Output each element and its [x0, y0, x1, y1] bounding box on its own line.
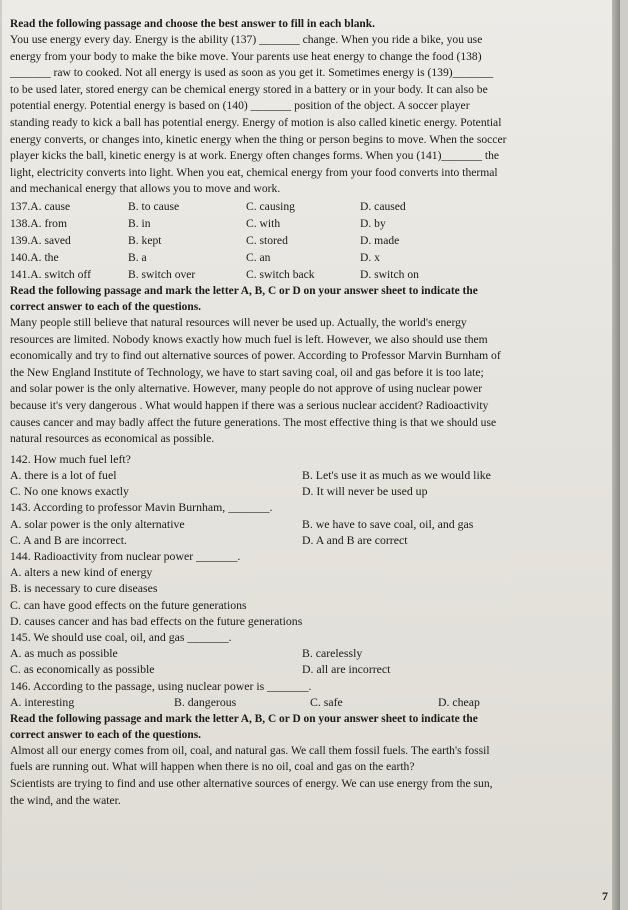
option-d[interactable]: D. x — [360, 250, 380, 264]
passage-line: Almost all our energy comes from oil, coal, and natural gas. We call them fossil fuels. The earth's fossil — [10, 743, 490, 757]
option-c[interactable]: C. switch back — [246, 267, 315, 281]
option-d[interactable]: D. made — [360, 233, 400, 247]
passage-line: energy from your body to make the bike move. Your parents use heat energy to change the food (138) — [10, 49, 482, 63]
option-row-140 — [10, 249, 610, 266]
question-144: 144. Radioactivity from nuclear power _______. — [10, 548, 241, 563]
option-a[interactable]: 141.A. switch off — [10, 267, 91, 281]
q142-row1 — [10, 467, 610, 483]
passage-line: natural resources as economical as possible. — [10, 432, 215, 446]
passage-line: You use energy every day. Energy is the ability (137) _______ change. When you ride a bike, you use — [10, 33, 483, 46]
q146-option-c[interactable]: C. safe — [310, 694, 343, 709]
passage-line: light, electricity converts into light. When you eat, chemical energy from your food converts into thermal — [10, 165, 498, 179]
section1-options — [10, 198, 610, 283]
passage-line: and solar power is the only alternative. However, many people do not approve of using nuclear power — [10, 382, 483, 396]
passage-line: player kicks the ball, kinetic energy is at work. Energy often changes forms. When you (141)_______ the — [10, 149, 500, 163]
q142-option-a[interactable]: A. there is a lot of fuel — [10, 467, 117, 482]
passage-line: Many people still believe that natural resources will never be used up. Actually, the world's energy — [10, 315, 467, 329]
q144-option-c[interactable]: C. can have good effects on the future generations — [10, 597, 247, 612]
option-b[interactable]: B. to cause — [128, 199, 180, 213]
option-b[interactable]: B. a — [128, 250, 147, 264]
question-145: 145. We should use coal, oil, and gas _______. — [10, 629, 232, 644]
passage-line: standing ready to kick a ball has potential energy. Energy of motion is also called kinetic energy. Potential — [10, 115, 502, 129]
option-c[interactable]: C. causing — [246, 199, 295, 213]
q145-option-a[interactable]: A. as much as possible — [10, 646, 118, 661]
section2-passage — [10, 315, 610, 448]
passage-line: Scientists are trying to find and use other alternative sources of energy. We can use energy from the sun, — [10, 776, 493, 790]
page-number: 7 — [602, 889, 608, 903]
section2-instruction: Read the following passage and mark the letter A, B, C or D on your answer sheet to indicate the — [10, 284, 478, 297]
passage-line: resources are limited. Nobody knows exactly how much fuel is left. However, we also should use them — [10, 332, 488, 346]
option-a[interactable]: 138.A. from — [10, 216, 67, 230]
passage-line: and mechanical energy that allows you to move and work. — [10, 182, 281, 196]
section2-instruction-cont: correct answer to each of the questions. — [10, 300, 201, 313]
q143-option-a[interactable]: A. solar power is the only alternative — [10, 516, 185, 531]
section3-instruction-cont: correct answer to each of the questions. — [10, 728, 201, 741]
passage-line: the New England Institute of Technology, we have to start saving coal, oil and gas before it is too late; — [10, 365, 484, 379]
q146-row — [10, 694, 610, 711]
q142-option-d[interactable]: D. It will never be used up — [302, 484, 428, 499]
q145-row2 — [10, 661, 610, 677]
q143-option-c[interactable]: C. A and B are incorrect. — [10, 532, 127, 547]
section3-passage — [10, 743, 610, 809]
option-c[interactable]: C. stored — [246, 233, 288, 247]
option-b[interactable]: B. switch over — [128, 267, 196, 281]
q145-row1 — [10, 645, 610, 661]
passage-line: because it's very dangerous . What would happen if there was a serious nuclear accident? Radioactivity — [10, 398, 489, 412]
passage-line: the wind, and the water. — [10, 793, 121, 807]
q142-option-b[interactable]: B. Let's use it as much as we would like — [302, 467, 491, 482]
q145-option-c[interactable]: C. as economically as possible — [10, 662, 155, 677]
option-d[interactable]: D. switch on — [360, 267, 419, 281]
passage-line: _______ raw to cooked. Not all energy is used as soon as you get it. Sometimes energy is (139)_______ — [10, 66, 494, 80]
passage-line: to be used later, stored energy can be chemical energy stored in a battery or in your body. It can also be — [10, 82, 488, 96]
q144-option-a[interactable]: A. alters a new kind of energy — [10, 565, 153, 580]
section3-instruction: Read the following passage and mark the letter A, B, C or D on your answer sheet to indicate the — [10, 712, 478, 725]
section1-instruction: Read the following passage and choose the best answer to fill in each blank. — [10, 18, 375, 30]
page-content — [10, 16, 610, 809]
q143-row1 — [10, 516, 610, 532]
option-a[interactable]: 137.A. cause — [10, 199, 71, 213]
question-146: 146. According to the passage, using nuclear power is _______. — [10, 678, 312, 693]
passage-line: fuels are running out. What will happen when there is no oil, coal and gas on the earth? — [10, 760, 415, 774]
q142-row2 — [10, 483, 610, 499]
q144-option-d[interactable]: D. causes cancer and has bad effects on the future generations — [10, 613, 303, 628]
q146-option-b[interactable]: B. dangerous — [174, 694, 237, 709]
q145-option-d[interactable]: D. all are incorrect — [302, 662, 391, 677]
passage-line: causes cancer and may badly affect the future generations. The most effective thing is that we should use — [10, 415, 497, 429]
option-d[interactable]: D. by — [360, 216, 386, 230]
q143-row2 — [10, 532, 610, 548]
option-b[interactable]: B. kept — [128, 233, 162, 247]
option-row-141 — [10, 266, 610, 283]
option-d[interactable]: D. caused — [360, 199, 406, 213]
q145-option-b[interactable]: B. carelessly — [302, 646, 363, 661]
q143-option-b[interactable]: B. we have to save coal, oil, and gas — [302, 516, 474, 531]
section1-passage — [10, 32, 610, 198]
question-142: 142. How much fuel left? — [10, 451, 131, 466]
q142-option-c[interactable]: C. No one knows exactly — [10, 484, 129, 499]
q146-option-a[interactable]: A. interesting — [10, 694, 75, 709]
passage-line: economically and try to find out alternative sources of power. According to Professor Marvin Burnham of — [10, 349, 501, 363]
option-a[interactable]: 140.A. the — [10, 250, 59, 264]
q144-option-b[interactable]: B. is necessary to cure diseases — [10, 581, 158, 596]
worksheet-page — [2, 0, 620, 910]
passage-line: potential energy. Potential energy is based on (140) _______ position of the object. A soccer player — [10, 99, 470, 113]
option-b[interactable]: B. in — [128, 216, 151, 230]
option-row-139 — [10, 232, 610, 249]
page-edge-shadow — [612, 0, 620, 910]
question-143: 143. According to professor Mavin Burnham, _______. — [10, 500, 273, 515]
passage-line: energy converts, or changes into, kinetic energy when the thing or person begins to move. When the soccer — [10, 132, 507, 146]
q143-option-d[interactable]: D. A and B are correct — [302, 532, 408, 547]
q146-option-d[interactable]: D. cheap — [438, 694, 480, 709]
option-row-138 — [10, 215, 610, 232]
option-c[interactable]: C. with — [246, 216, 281, 230]
option-row-137 — [10, 198, 610, 215]
option-a[interactable]: 139.A. saved — [10, 233, 71, 247]
option-c[interactable]: C. an — [246, 250, 271, 264]
